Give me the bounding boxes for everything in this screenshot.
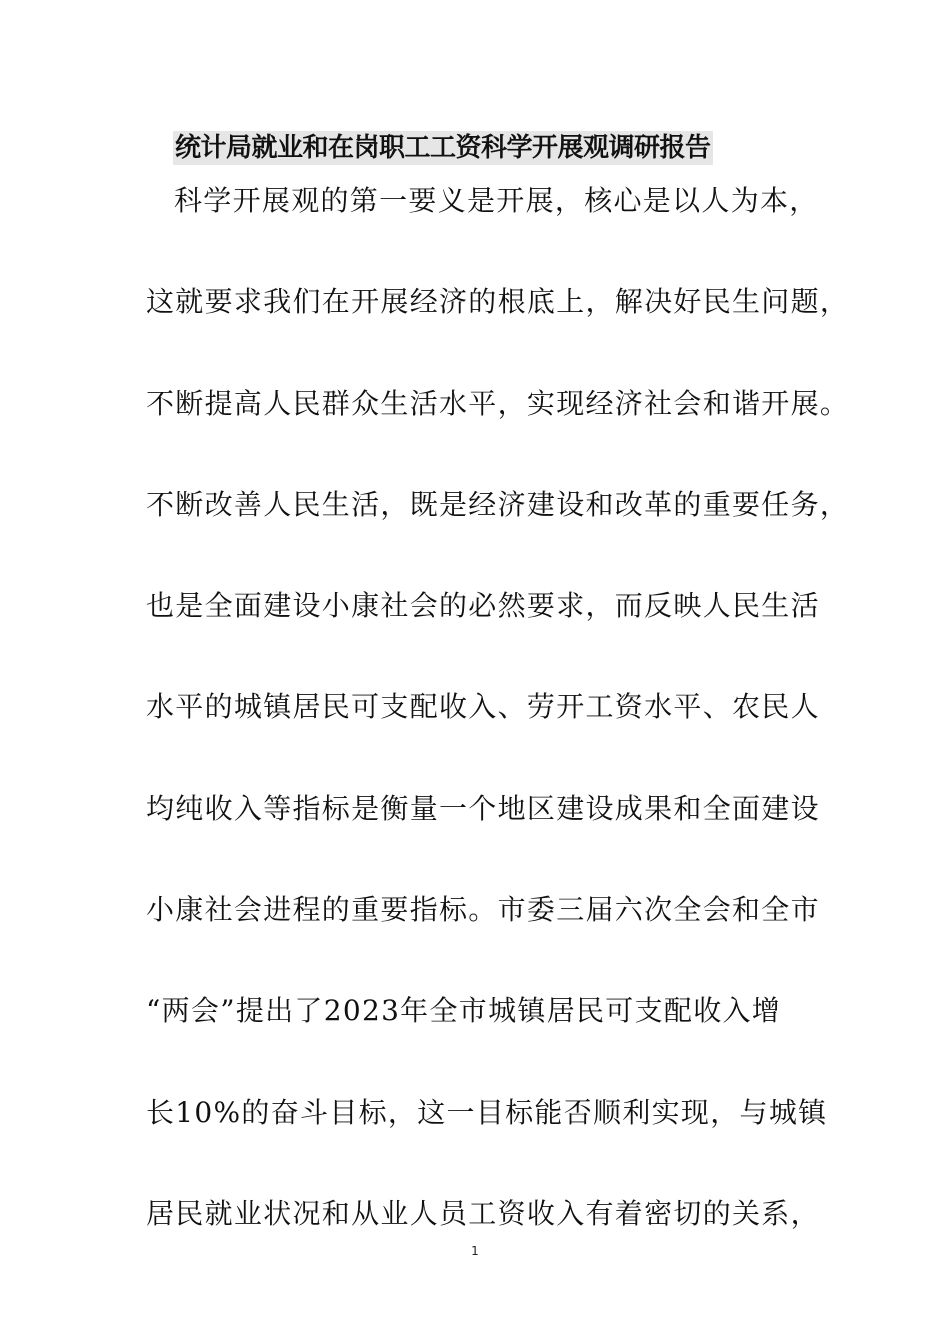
paragraph-line: 小康社会进程的重要指标。市委三届六次全会和全市: [146, 893, 820, 927]
paragraph-line: 水平的城镇居民可支配收入、劳开工资水平、农民人: [146, 690, 820, 724]
paragraph-line: 这就要求我们在开展经济的根底上，解决好民生问题，: [146, 285, 850, 319]
paragraph-line: 不断提高人民群众生活水平，实现经济社会和谐开展。: [146, 386, 850, 420]
paragraph-line: 均纯收入等指标是衡量一个地区建设成果和全面建设: [146, 791, 820, 825]
page-number: 1: [471, 1244, 479, 1258]
paragraph-line: “两会”提出了2023年全市城镇居民可支配收入增: [146, 994, 782, 1028]
document-title: 统计局就业和在岗职工工资科学开展观调研报告: [175, 133, 711, 163]
paragraph-line: 不断改善人民生活，既是经济建设和改革的重要任务，: [146, 487, 850, 521]
paragraph-line: 居民就业状况和从业人员工资收入有着密切的关系，: [146, 1196, 820, 1230]
body-text: [146, 160, 850, 1274]
paragraph-line: 科学开展观的第一要义是开展，核心是以人为本，: [174, 184, 819, 217]
paragraph-line: 长10%的奋斗目标，这一目标能否顺利实现，与城镇: [146, 1095, 828, 1129]
paragraph-line: 也是全面建设小康社会的必然要求，而反映人民生活: [146, 589, 820, 623]
